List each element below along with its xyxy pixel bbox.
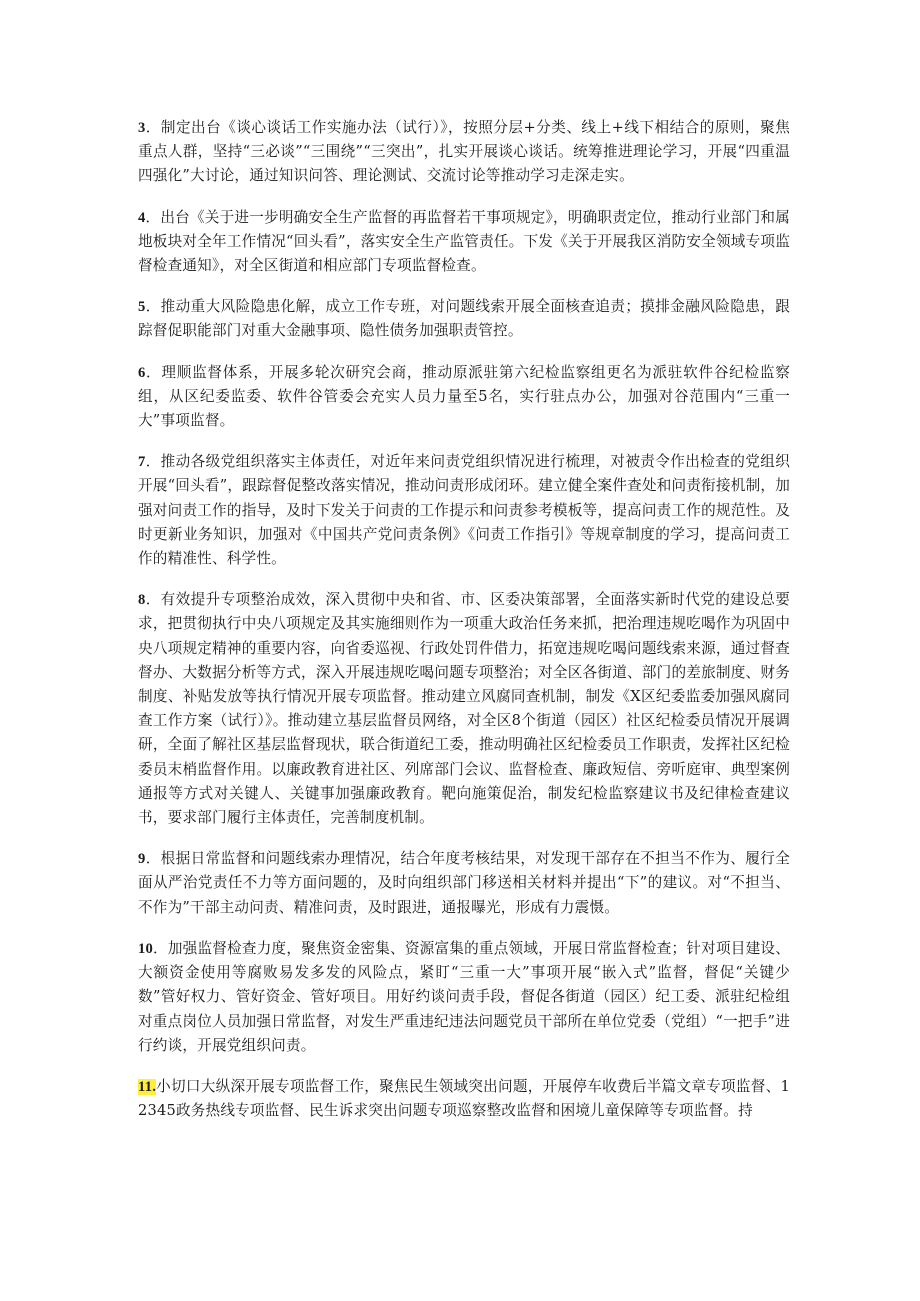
- paragraph-number: 10: [138, 940, 153, 957]
- paragraph-text: ．出台《关于进一步明确安全生产监督的再监督若干事项规定》，明确职责定位，推动行业部门和属地板块对全年工作情况“回头看”，落实安全生产监管责任。下发《关于开展我区消防安全领域专项监督检查通知》，对全区街道和相应部门专项监督检查。: [138, 208, 790, 275]
- paragraph-7: [138, 450, 790, 571]
- paragraph-text: ．有效提升专项整治成效，深入贯彻中央和省、市、区委决策部署，全面落实新时代党的建设总要求，把贯彻执行中央八项规定及其实施细则作为一项重大政治任务来抓，把治理违规吃喝作为巩固中央八项规定精神的重要内容，向省委巡视、行政处罚件借力，拓宽违规吃喝问题线索来源，通过督查督办、大数据分析等方式，深入开展违规吃喝问题专项整治；对全区各街道、部门的差旅制度、财务制度、补贴发放等执行情况开展专项监督。推动建立风腐同查机制，制发《X区纪委监委加强风腐同查工作方案（试行）》。推动建立基层监督员网络，对全区8个街道（园区）社区纪检委员情况开展调研，全面了解社区基层监督现状，联合街道纪工委，推动明确社区纪检委员工作职责，发挥社区纪检委员末梢监督作用。以廉政教育进社区、列席部门会议、监督检查、廉政短信、旁听庭审、典型案例通报等方式对关键人、关键事加强廉政教育。靶向施策促治，制发纪检监察建议书及纪律检查建议书，要求部门履行主体责任，完善制度机制。: [138, 591, 790, 827]
- paragraph-number: 4: [138, 209, 146, 226]
- paragraph-text: ．根据日常监督和问题线索办理情况，结合年度考核结果，对发现干部存在不担当不作为、履行全面从严治党责任不力等方面问题的，及时向组织部门移送相关材料并提出“下”的建议。对“不担当、不作为”干部主动问责、精准问责，及时跟进，通报曝光，形成有力震慑。: [138, 850, 790, 916]
- paragraph-text: ．加强监督检查力度，聚焦资金密集、资源富集的重点领域，开展日常监督检查；针对项目建设、大额资金使用等腐败易发多发的风险点，紧盯“三重一大”事项开展“嵌入式”监督，督促“关键少数”管好权力、管好资金、管好项目。用好约谈问责手段，督促各街道（园区）纪工委、派驻纪检组对重点岗位人员加强日常监督，对发生严重违纪违法问题党员干部所在单位党委（党组）“一把手”进行约谈，开展党组织问责。: [138, 939, 790, 1054]
- paragraph-10: [138, 937, 790, 1058]
- paragraph-number: 9: [138, 851, 146, 868]
- paragraph-text: ．推动重大风险隐患化解，成立工作专班，对问题线索开展全面核查追责；摸排金融风险隐患，跟踪督促职能部门对重大金融事项、隐性债务加强职责管控。: [138, 298, 790, 340]
- paragraph-number-highlighted: 11.: [138, 1078, 157, 1095]
- paragraph-4: [138, 206, 790, 279]
- paragraph-number: 3: [138, 120, 146, 136]
- paragraph-9: [138, 847, 790, 920]
- paragraph-text: ．推动各级党组织落实主体责任，对近年来问责党组织情况进行梳理，对被责令作出检查的党组织开展“回头看”，跟踪督促整改落实情况，推动问责形成闭环。建立健全案件查处和问责衔接机制，加强对问责工作的指导，及时下发关于问责的工作提示和问责参考模板等，提高问责工作的规范性。及时更新业务知识，加强对《中国共产党问责条例》《问责工作指引》等规章制度的学习，提高问责工作的精准性、科学性。: [138, 453, 790, 568]
- paragraph-text: ．制定出台《谈心谈话工作实施办法（试行）》，按照分层+分类、线上+线下相结合的原则，聚焦重点人群，坚持“三必谈”“三围绕”“三突出”，扎实开展谈心谈话。统筹推进理论学习，开展“四重温四强化”大讨论，通过知识问答、理论测试、交流讨论等推动学习走深走实。: [138, 119, 790, 185]
- paragraph-5: [138, 295, 790, 343]
- paragraph-3: [138, 116, 790, 189]
- paragraph-11: [138, 1075, 790, 1123]
- paragraph-6: [138, 361, 790, 434]
- paragraph-number: 8: [138, 592, 146, 609]
- paragraph-8: [138, 588, 790, 830]
- paragraph-text: 小切口大纵深开展专项监督工作，聚焦民生领域突出问题，开展停车收费后半篇文章专项监督、12345政务热线专项监督、民生诉求突出问题专项巡察整改监督和困境儿童保障等专项监督。持: [138, 1077, 790, 1120]
- document-body: [138, 116, 790, 1140]
- paragraph-number: 5: [138, 299, 146, 316]
- paragraph-number: 7: [138, 454, 146, 471]
- paragraph-number: 6: [138, 364, 146, 381]
- paragraph-text: ．理顺监督体系，开展多轮次研究会商，推动原派驻第六纪检监察组更名为派驻软件谷纪检监察组，从区纪委监委、软件谷管委会充实人员力量至5名，实行驻点办公，加强对谷范围内“三重一大”事项监督。: [138, 363, 790, 430]
